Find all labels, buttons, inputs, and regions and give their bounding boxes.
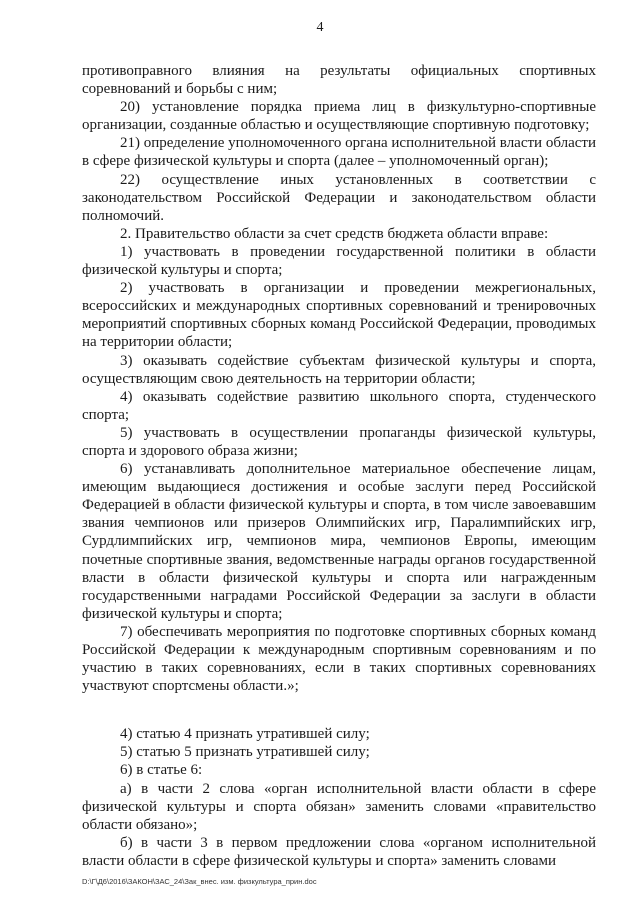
paragraph: 6) устанавливать дополнительное материальное обеспечение лицам, имеющим выдающиеся достижения и особые заслуги перед Российской Федерацией в области физической культуры и спорта, в том числе завоевавшим звания чемпионов или призеров Олимпийских игр, Паралимпийских игр, Сурдлимпийских игр, чемпионов мира, чемпионов Европы, имеющим почетные спортивные звания, ведомственные награды органов государственной власти в области физической культуры и спорта или награжденным государственными наградами Российской Федерации за заслуги в области физической культуры и спорта; (82, 461, 596, 622)
paragraph: 2. Правительство области за счет средств бюджета области вправе: (120, 225, 549, 242)
paragraph: 7) обеспечивать мероприятия по подготовке спортивных сборных команд Российской Федерации к международным спортивным соревнованиям и по участию в таких соревнованиях, если в таких спортивных соревнованиях участвуют спортсмены области.»; (82, 623, 596, 695)
amendments-text-block (82, 725, 596, 870)
paragraph: 1) участвовать в проведении государственной политики в области физической культуры и спорта; (82, 243, 596, 279)
paragraph: б) в части 3 в первом предложении слова «органом исполнительной власти области в сфере физической культуры и спорта» заменить словами (82, 834, 596, 869)
paragraph: 5) статью 5 признать утратившей силу; (120, 744, 370, 761)
paragraph: 4) статью 4 признать утратившей силу; (120, 726, 370, 743)
paragraph: 6) в статье 6: (120, 762, 203, 779)
paragraph: 5) участвовать в осуществлении пропаганды физической культуры, спорта и здорового образа жизни; (82, 424, 596, 459)
paragraph: 4) оказывать содействие развитию школьного спорта, студенческого спорта; (82, 388, 596, 423)
page-number: 4 (316, 20, 324, 35)
file-path-footer: D:\Г\Д6\2016\ЗАКОН\ЗАС_24\Зак_внес. изм. физкультура_прин.doc (82, 877, 317, 886)
article-text-block (82, 62, 596, 695)
paragraph: противоправного влияния на результаты официальных спортивных соревнований и борьбы с ним; (82, 63, 596, 98)
document-body (82, 62, 596, 870)
paragraph: 20) установление порядка приема лиц в физкультурно-спортивные организации, созданные областью и осуществляющие спортивную подготовку; (82, 99, 596, 134)
paragraph: 21) определение уполномоченного органа исполнительной власти области в сфере физической культуры и спорта (далее – уполномоченный орган); (82, 135, 596, 170)
paragraph: 22) осуществление иных установленных в соответствии с законодательством Российской Федерации и законодательством области полномочий. (82, 171, 596, 224)
paragraph: 3) оказывать содействие субъектам физической культуры и спорта, осуществляющим свою деятельность на территории области; (82, 352, 596, 387)
paragraph: а) в части 2 слова «орган исполнительной власти области в сфере физической культуры и спорта обязан» заменить словами «правительство области обязано»; (82, 780, 596, 833)
paragraph: 2) участвовать в организации и проведении межрегиональных, всероссийских и международных спортивных соревнований и тренировочных мероприятий спортивных сборных команд Российской Федерации, проводимых на территории области; (82, 280, 596, 351)
paragraph-gap (82, 695, 596, 725)
